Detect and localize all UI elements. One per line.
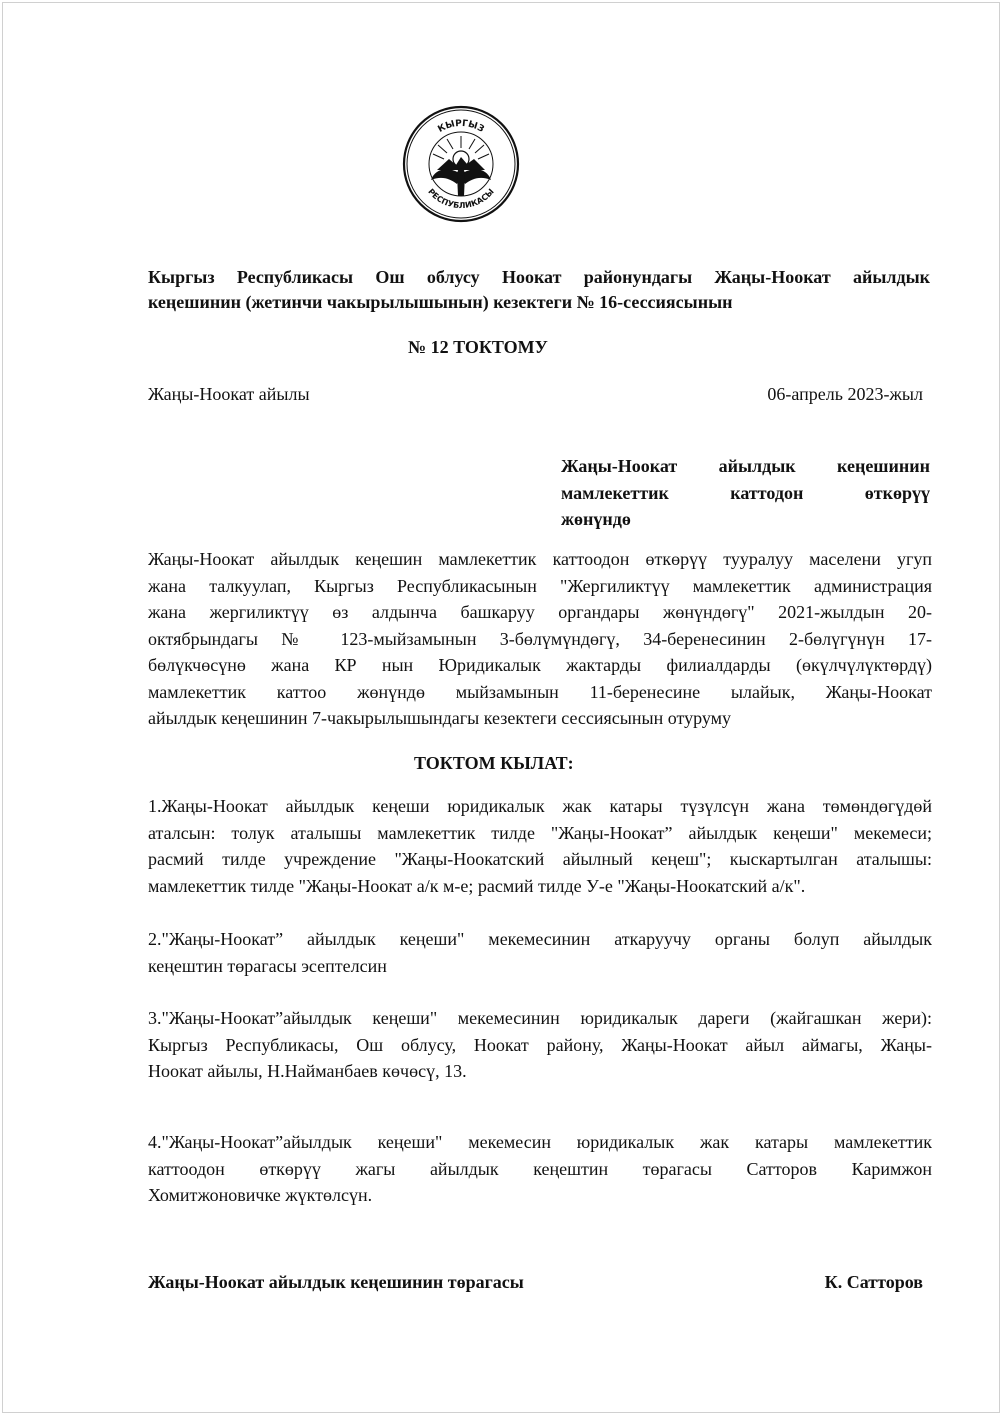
signatory-name: К. Сатторов — [824, 1272, 923, 1292]
preamble-line: мамлекеттик каттоо жөнүндө мыйзамынын 11-беренесине ылайык, Жаңы-Ноокат — [148, 681, 932, 702]
item-line: кеңештин төрагасы эсептелсин — [148, 955, 387, 976]
svg-text:КЫРГЫЗ — [436, 119, 485, 135]
decree-item-2 — [148, 926, 932, 979]
preamble-line: октябрындагы № 123-мыйзамынын 3-бөлүмүндөгү, 34-беренесинин 2-бөлүгүнүн 17- — [148, 628, 932, 649]
item-line: 2."Жаңы-Ноокат” айылдык кеңеши" мекемесинин аткаруучу органы болуп айылдык — [148, 929, 932, 949]
signatory-position: Жаңы-Ноокат айылдык кеңешинин төрагасы — [148, 1272, 524, 1292]
item-line: Кыргыз Республикасы, Ош облусу, Ноокат району, Жаңы-Ноокат айыл аймагы, Жаңы- — [148, 1034, 932, 1055]
preamble-line: айылдык кеңешинин 7-чакырылышындагы кезектеги сессиясынын отуруму — [148, 708, 732, 728]
kyrgyz-state-emblem-icon — [401, 104, 521, 224]
item-line: расмий тилде учреждение "Жаңы-Ноокатский айылный кеңеш"; кыскартылган аталышы: — [148, 849, 932, 869]
decree-date: 06-апрель 2023-жыл — [767, 384, 923, 404]
item-line: Хомитжоновичке жүктөлсүн. — [148, 1185, 373, 1205]
decree-item-3 — [148, 1005, 932, 1085]
item-line: 3."Жаңы-Ноокат”айылдык кеңеши" мекемесинин юридикалык дареги (жайгашкан жери): — [148, 1008, 932, 1028]
emblem-text-top: КЫРГЫЗ — [436, 118, 486, 135]
preamble-line: Жаңы-Ноокат айылдык кеңешин мамлекеттик каттоодон өткөрүү тууралуу маселени угуп — [148, 549, 932, 569]
issuing-body-header — [148, 264, 930, 291]
header-line-2: кеңешинин (жетинчи чакырылышынын) кезектеги № 16-сессиясынын — [148, 292, 733, 312]
document-page — [2, 2, 1000, 1413]
decree-item-1 — [148, 793, 932, 899]
preamble-line: жана талкуулап, Кыргыз Республикасынын "Жергиликтүү мамлекеттик администрация — [148, 575, 932, 596]
header-line-1: Кыргыз Республикасы Ош облусу Ноокат районундагы Жаңы-Ноокат айылдык — [148, 267, 930, 287]
issuing-body-header-2 — [148, 289, 930, 316]
decree-title: № 12 ТОКТОМУ — [408, 337, 548, 357]
subject-line-2: мамлекеттик каттодон өткөрүү — [561, 482, 930, 503]
item-line: 1.Жаңы-Ноокат айылдык кеңеши юридикалык жак катары түзүлсүн жана төмөндөгүдөй — [148, 796, 932, 816]
item-line: мамлекеттик тилде "Жаңы-Ноокат а/к м-е; расмий тилде У-е "Жаңы-Ноокатский а/к". — [148, 875, 806, 896]
place-of-adoption: Жаңы-Ноокат айылы — [148, 384, 310, 404]
preamble-paragraph — [148, 546, 932, 732]
item-line: каттоодон өткөрүү жагы айылдык кеңештин төрагасы Сатторов Каримжон — [148, 1158, 932, 1179]
item-line: 4."Жаңы-Ноокат”айылдык кеңеши" мекемесин юридикалык жак катары мамлекеттик — [148, 1132, 932, 1152]
subject-line-3: жөнүндө — [561, 509, 631, 529]
preamble-line: бөлүкчөсүнө жана КР нын Юридикалык жактарды филиалдарды (өкүлчүлүктөрдү) — [148, 655, 932, 675]
resolve-heading: ТОКТОМ КЫЛАТ: — [414, 753, 574, 773]
decree-item-4 — [148, 1129, 932, 1209]
subject-line-1: Жаңы-Ноокат айылдык кеңешинин — [561, 456, 930, 476]
emblem-text-bottom: РЕСПУБЛИКАСЫ — [426, 187, 496, 211]
decree-subject — [561, 453, 930, 533]
preamble-line: жана жергиликтүү өз алдынча башкаруу органдары жөнүндөгү" 2021-жылдын 20- — [148, 602, 932, 622]
item-line: аталсын: толук аталышы мамлекеттик тилде "Жаңы-Ноокат” айылдык кеңеши" мекемеси; — [148, 822, 932, 843]
item-line: Ноокат айылы, Н.Найманбаев көчөсү, 13. — [148, 1061, 467, 1081]
